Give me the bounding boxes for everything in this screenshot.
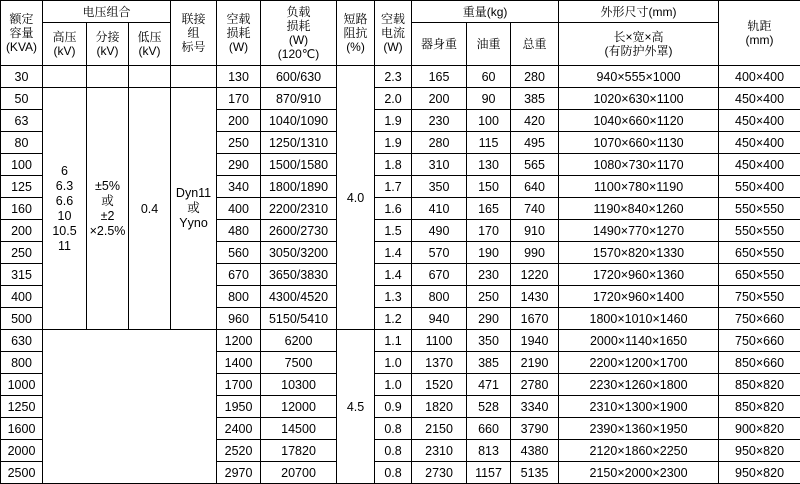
capacity-cell: 30 bbox=[1, 66, 43, 88]
header-imp-line2: 阻抗 bbox=[337, 26, 374, 40]
gauge-cell: 750×550 bbox=[719, 286, 800, 308]
oil-weight-cell: 130 bbox=[467, 154, 511, 176]
dimensions-cell: 1570×820×1330 bbox=[559, 242, 719, 264]
header-capacity-line1: 额定 bbox=[1, 12, 42, 26]
load-loss-cell: 6200 bbox=[261, 330, 337, 352]
total-weight-cell: 2190 bbox=[511, 352, 559, 374]
oil-weight-cell: 250 bbox=[467, 286, 511, 308]
dimensions-cell: 2310×1300×1900 bbox=[559, 396, 719, 418]
header-dims-sub bbox=[559, 23, 719, 66]
load-loss-cell: 4300/4520 bbox=[261, 286, 337, 308]
load-loss-cell: 1250/1310 bbox=[261, 132, 337, 154]
capacity-cell: 200 bbox=[1, 220, 43, 242]
no-load-current-cell: 1.8 bbox=[375, 154, 412, 176]
capacity-cell: 80 bbox=[1, 132, 43, 154]
oil-weight-cell: 528 bbox=[467, 396, 511, 418]
header-no-load-loss bbox=[217, 1, 261, 66]
no-load-loss-cell: 670 bbox=[217, 264, 261, 286]
header-lv-line2: (kV) bbox=[129, 44, 170, 58]
capacity-cell: 630 bbox=[1, 330, 43, 352]
gauge-cell: 850×820 bbox=[719, 374, 800, 396]
tap-values-cell-line: ×2.5% bbox=[87, 224, 128, 239]
capacity-cell: 63 bbox=[1, 110, 43, 132]
header-tap bbox=[87, 23, 129, 66]
load-loss-cell: 1040/1090 bbox=[261, 110, 337, 132]
oil-weight-cell: 385 bbox=[467, 352, 511, 374]
tap-empty-cell bbox=[87, 66, 129, 88]
table-header bbox=[1, 1, 800, 66]
body-weight-cell: 800 bbox=[412, 286, 467, 308]
header-nlc-line2: 电流 bbox=[375, 26, 411, 40]
dimensions-cell: 1800×1010×1460 bbox=[559, 308, 719, 330]
body-weight-cell: 2730 bbox=[412, 462, 467, 484]
hv-tap-lv-vector-lower-cell bbox=[43, 330, 217, 484]
no-load-loss-cell: 1700 bbox=[217, 374, 261, 396]
lv-empty-cell bbox=[129, 66, 171, 88]
total-weight-cell: 5135 bbox=[511, 462, 559, 484]
no-load-current-cell: 1.0 bbox=[375, 352, 412, 374]
no-load-loss-cell: 2520 bbox=[217, 440, 261, 462]
dimensions-cell: 940×555×1000 bbox=[559, 66, 719, 88]
total-weight-cell: 1220 bbox=[511, 264, 559, 286]
dimensions-cell: 2000×1140×1650 bbox=[559, 330, 719, 352]
header-lv bbox=[129, 23, 171, 66]
header-oil-weight: 油重 bbox=[467, 23, 511, 66]
no-load-current-cell: 1.9 bbox=[375, 132, 412, 154]
body-weight-cell: 1520 bbox=[412, 374, 467, 396]
table-row bbox=[1, 66, 800, 88]
body-weight-cell: 2150 bbox=[412, 418, 467, 440]
dimensions-cell: 1080×730×1170 bbox=[559, 154, 719, 176]
no-load-loss-cell: 1200 bbox=[217, 330, 261, 352]
no-load-current-cell: 1.6 bbox=[375, 198, 412, 220]
tap-values-cell-line: ±2 bbox=[87, 209, 128, 224]
no-load-current-cell: 1.0 bbox=[375, 374, 412, 396]
oil-weight-cell: 290 bbox=[467, 308, 511, 330]
hv-empty-cell bbox=[43, 66, 87, 88]
oil-weight-cell: 100 bbox=[467, 110, 511, 132]
body-weight-cell: 280 bbox=[412, 132, 467, 154]
header-total-weight: 总重 bbox=[511, 23, 559, 66]
header-gauge bbox=[719, 1, 800, 66]
capacity-cell: 50 bbox=[1, 88, 43, 110]
no-load-current-cell: 2.3 bbox=[375, 66, 412, 88]
oil-weight-cell: 170 bbox=[467, 220, 511, 242]
header-capacity-line3: (KVA) bbox=[1, 40, 42, 54]
header-nlc-line3: (W) bbox=[375, 40, 411, 54]
header-nll-line1: 空载 bbox=[217, 12, 260, 26]
impedance-cell: 4.0 bbox=[337, 66, 375, 330]
no-load-current-cell: 1.2 bbox=[375, 308, 412, 330]
body-weight-cell: 940 bbox=[412, 308, 467, 330]
gauge-cell: 650×550 bbox=[719, 242, 800, 264]
header-voltage-group: 电压组合 bbox=[43, 1, 171, 23]
header-vector-line2: 组 bbox=[171, 26, 216, 40]
oil-weight-cell: 230 bbox=[467, 264, 511, 286]
gauge-cell: 550×550 bbox=[719, 198, 800, 220]
total-weight-cell: 3340 bbox=[511, 396, 559, 418]
no-load-current-cell: 1.3 bbox=[375, 286, 412, 308]
capacity-cell: 1000 bbox=[1, 374, 43, 396]
dimensions-cell: 1040×660×1120 bbox=[559, 110, 719, 132]
hv-values-cell bbox=[43, 88, 87, 330]
header-gauge-line1: 轨距 bbox=[719, 19, 800, 33]
load-loss-cell: 10300 bbox=[261, 374, 337, 396]
oil-weight-cell: 350 bbox=[467, 330, 511, 352]
body-weight-cell: 200 bbox=[412, 88, 467, 110]
oil-weight-cell: 471 bbox=[467, 374, 511, 396]
gauge-cell: 450×400 bbox=[719, 110, 800, 132]
load-loss-cell: 3650/3830 bbox=[261, 264, 337, 286]
total-weight-cell: 420 bbox=[511, 110, 559, 132]
body-weight-cell: 410 bbox=[412, 198, 467, 220]
no-load-loss-cell: 2400 bbox=[217, 418, 261, 440]
gauge-cell: 850×820 bbox=[719, 396, 800, 418]
hv-values-cell-line: 6.3 bbox=[43, 179, 86, 194]
dimensions-cell: 1720×960×1400 bbox=[559, 286, 719, 308]
header-load-loss bbox=[261, 1, 337, 66]
load-loss-cell: 2200/2310 bbox=[261, 198, 337, 220]
header-nll-line3: (W) bbox=[217, 40, 260, 54]
dimensions-cell: 1020×630×1100 bbox=[559, 88, 719, 110]
hv-values-cell-line: 11 bbox=[43, 239, 86, 254]
load-loss-cell: 600/630 bbox=[261, 66, 337, 88]
header-gauge-line2: (mm) bbox=[719, 33, 800, 47]
no-load-loss-cell: 200 bbox=[217, 110, 261, 132]
hv-values-cell-line: 10.5 bbox=[43, 224, 86, 239]
gauge-cell: 750×660 bbox=[719, 330, 800, 352]
dimensions-cell: 1190×840×1260 bbox=[559, 198, 719, 220]
no-load-current-cell: 0.8 bbox=[375, 440, 412, 462]
capacity-cell: 2500 bbox=[1, 462, 43, 484]
header-vector-line3: 标号 bbox=[171, 40, 216, 54]
header-hv-line2: (kV) bbox=[43, 44, 86, 58]
header-hv-line1: 高压 bbox=[43, 30, 86, 44]
gauge-cell: 450×400 bbox=[719, 132, 800, 154]
header-vector-group bbox=[171, 1, 217, 66]
gauge-cell: 900×820 bbox=[719, 418, 800, 440]
header-tap-line2: (kV) bbox=[87, 44, 128, 58]
load-loss-cell: 17820 bbox=[261, 440, 337, 462]
tap-values-cell-line: 或 bbox=[87, 194, 128, 209]
load-loss-cell: 5150/5410 bbox=[261, 308, 337, 330]
no-load-current-cell: 0.9 bbox=[375, 396, 412, 418]
body-weight-cell: 2310 bbox=[412, 440, 467, 462]
oil-weight-cell: 150 bbox=[467, 176, 511, 198]
header-tap-line1: 分接 bbox=[87, 30, 128, 44]
capacity-cell: 2000 bbox=[1, 440, 43, 462]
dimensions-cell: 2150×2000×2300 bbox=[559, 462, 719, 484]
gauge-cell: 950×820 bbox=[719, 462, 800, 484]
header-impedance bbox=[337, 1, 375, 66]
no-load-loss-cell: 290 bbox=[217, 154, 261, 176]
load-loss-cell: 870/910 bbox=[261, 88, 337, 110]
total-weight-cell: 740 bbox=[511, 198, 559, 220]
hv-values-cell-line: 6.6 bbox=[43, 194, 86, 209]
body-weight-cell: 350 bbox=[412, 176, 467, 198]
no-load-loss-cell: 250 bbox=[217, 132, 261, 154]
total-weight-cell: 910 bbox=[511, 220, 559, 242]
capacity-cell: 1250 bbox=[1, 396, 43, 418]
no-load-loss-cell: 400 bbox=[217, 198, 261, 220]
header-dims-line1: 长×宽×高 bbox=[559, 30, 718, 44]
impedance-cell: 4.5 bbox=[337, 330, 375, 484]
dimensions-cell: 1100×780×1190 bbox=[559, 176, 719, 198]
capacity-cell: 400 bbox=[1, 286, 43, 308]
capacity-cell: 1600 bbox=[1, 418, 43, 440]
no-load-current-cell: 1.9 bbox=[375, 110, 412, 132]
header-nll-line2: 损耗 bbox=[217, 26, 260, 40]
capacity-cell: 500 bbox=[1, 308, 43, 330]
no-load-loss-cell: 170 bbox=[217, 88, 261, 110]
no-load-current-cell: 0.8 bbox=[375, 418, 412, 440]
load-loss-cell: 12000 bbox=[261, 396, 337, 418]
header-capacity-line2: 容量 bbox=[1, 26, 42, 40]
no-load-current-cell: 1.4 bbox=[375, 242, 412, 264]
body-weight-cell: 570 bbox=[412, 242, 467, 264]
gauge-cell: 750×660 bbox=[719, 308, 800, 330]
tap-values-cell bbox=[87, 88, 129, 330]
load-loss-cell: 14500 bbox=[261, 418, 337, 440]
no-load-loss-cell: 1400 bbox=[217, 352, 261, 374]
header-hv bbox=[43, 23, 87, 66]
gauge-cell: 650×550 bbox=[719, 264, 800, 286]
no-load-loss-cell: 560 bbox=[217, 242, 261, 264]
dimensions-cell: 1490×770×1270 bbox=[559, 220, 719, 242]
header-dims-group: 外形尺寸(mm) bbox=[559, 1, 719, 23]
capacity-cell: 250 bbox=[1, 242, 43, 264]
header-dims-line2: (有防护外罩) bbox=[559, 44, 718, 58]
body-weight-cell: 1820 bbox=[412, 396, 467, 418]
total-weight-cell: 2780 bbox=[511, 374, 559, 396]
header-ll-line4: (120℃) bbox=[261, 47, 336, 61]
header-ll-line2: 损耗 bbox=[261, 19, 336, 33]
total-weight-cell: 640 bbox=[511, 176, 559, 198]
no-load-loss-cell: 340 bbox=[217, 176, 261, 198]
header-capacity bbox=[1, 1, 43, 66]
gauge-cell: 450×400 bbox=[719, 88, 800, 110]
total-weight-cell: 1430 bbox=[511, 286, 559, 308]
oil-weight-cell: 60 bbox=[467, 66, 511, 88]
no-load-current-cell: 1.5 bbox=[375, 220, 412, 242]
vector-group-cell-line: 或 bbox=[171, 201, 216, 216]
total-weight-cell: 565 bbox=[511, 154, 559, 176]
oil-weight-cell: 660 bbox=[467, 418, 511, 440]
no-load-loss-cell: 130 bbox=[217, 66, 261, 88]
header-imp-line3: (%) bbox=[337, 40, 374, 54]
vector-empty-cell bbox=[171, 66, 217, 88]
oil-weight-cell: 190 bbox=[467, 242, 511, 264]
load-loss-cell: 2600/2730 bbox=[261, 220, 337, 242]
vector-group-cell bbox=[171, 88, 217, 330]
table-row bbox=[1, 88, 800, 110]
total-weight-cell: 1940 bbox=[511, 330, 559, 352]
gauge-cell: 950×820 bbox=[719, 440, 800, 462]
dimensions-cell: 2120×1860×2250 bbox=[559, 440, 719, 462]
body-weight-cell: 670 bbox=[412, 264, 467, 286]
no-load-current-cell: 1.1 bbox=[375, 330, 412, 352]
body-weight-cell: 230 bbox=[412, 110, 467, 132]
load-loss-cell: 3050/3200 bbox=[261, 242, 337, 264]
table-body bbox=[1, 66, 800, 484]
load-loss-cell: 1800/1890 bbox=[261, 176, 337, 198]
table-row bbox=[1, 330, 800, 352]
header-lv-line1: 低压 bbox=[129, 30, 170, 44]
header-body-weight: 器身重 bbox=[412, 23, 467, 66]
body-weight-cell: 1370 bbox=[412, 352, 467, 374]
capacity-cell: 315 bbox=[1, 264, 43, 286]
body-weight-cell: 165 bbox=[412, 66, 467, 88]
no-load-loss-cell: 1950 bbox=[217, 396, 261, 418]
gauge-cell: 850×660 bbox=[719, 352, 800, 374]
total-weight-cell: 990 bbox=[511, 242, 559, 264]
capacity-cell: 125 bbox=[1, 176, 43, 198]
gauge-cell: 450×400 bbox=[719, 154, 800, 176]
dimensions-cell: 2390×1360×1950 bbox=[559, 418, 719, 440]
no-load-current-cell: 1.7 bbox=[375, 176, 412, 198]
total-weight-cell: 495 bbox=[511, 132, 559, 154]
oil-weight-cell: 1157 bbox=[467, 462, 511, 484]
hv-values-cell-line: 6 bbox=[43, 164, 86, 179]
no-load-loss-cell: 2970 bbox=[217, 462, 261, 484]
tap-values-cell-line: ±5% bbox=[87, 179, 128, 194]
load-loss-cell: 20700 bbox=[261, 462, 337, 484]
oil-weight-cell: 165 bbox=[467, 198, 511, 220]
no-load-current-cell: 2.0 bbox=[375, 88, 412, 110]
no-load-current-cell: 0.8 bbox=[375, 462, 412, 484]
oil-weight-cell: 90 bbox=[467, 88, 511, 110]
vector-group-cell-line: Dyn11 bbox=[171, 186, 216, 201]
header-imp-line1: 短路 bbox=[337, 12, 374, 26]
load-loss-cell: 7500 bbox=[261, 352, 337, 374]
total-weight-cell: 3790 bbox=[511, 418, 559, 440]
total-weight-cell: 1670 bbox=[511, 308, 559, 330]
total-weight-cell: 4380 bbox=[511, 440, 559, 462]
capacity-cell: 800 bbox=[1, 352, 43, 374]
no-load-loss-cell: 960 bbox=[217, 308, 261, 330]
header-no-load-current bbox=[375, 1, 412, 66]
no-load-loss-cell: 800 bbox=[217, 286, 261, 308]
dimensions-cell: 2200×1200×1700 bbox=[559, 352, 719, 374]
header-vector-line1: 联接 bbox=[171, 12, 216, 26]
capacity-cell: 160 bbox=[1, 198, 43, 220]
total-weight-cell: 385 bbox=[511, 88, 559, 110]
header-ll-line1: 负载 bbox=[261, 5, 336, 19]
body-weight-cell: 490 bbox=[412, 220, 467, 242]
header-weight-group: 重量(kg) bbox=[412, 1, 559, 23]
oil-weight-cell: 813 bbox=[467, 440, 511, 462]
dimensions-cell: 2230×1260×1800 bbox=[559, 374, 719, 396]
capacity-cell: 100 bbox=[1, 154, 43, 176]
dimensions-cell: 1720×960×1360 bbox=[559, 264, 719, 286]
vector-group-cell-line: Yyno bbox=[171, 216, 216, 231]
gauge-cell: 550×550 bbox=[719, 220, 800, 242]
no-load-loss-cell: 480 bbox=[217, 220, 261, 242]
hv-values-cell-line: 10 bbox=[43, 209, 86, 224]
body-weight-cell: 310 bbox=[412, 154, 467, 176]
load-loss-cell: 1500/1580 bbox=[261, 154, 337, 176]
header-ll-line3: (W) bbox=[261, 33, 336, 47]
gauge-cell: 400×400 bbox=[719, 66, 800, 88]
no-load-current-cell: 1.4 bbox=[375, 264, 412, 286]
header-nlc-line1: 空载 bbox=[375, 12, 411, 26]
oil-weight-cell: 115 bbox=[467, 132, 511, 154]
lv-value-cell: 0.4 bbox=[129, 88, 171, 330]
total-weight-cell: 280 bbox=[511, 66, 559, 88]
dimensions-cell: 1070×660×1130 bbox=[559, 132, 719, 154]
gauge-cell: 550×400 bbox=[719, 176, 800, 198]
body-weight-cell: 1100 bbox=[412, 330, 467, 352]
